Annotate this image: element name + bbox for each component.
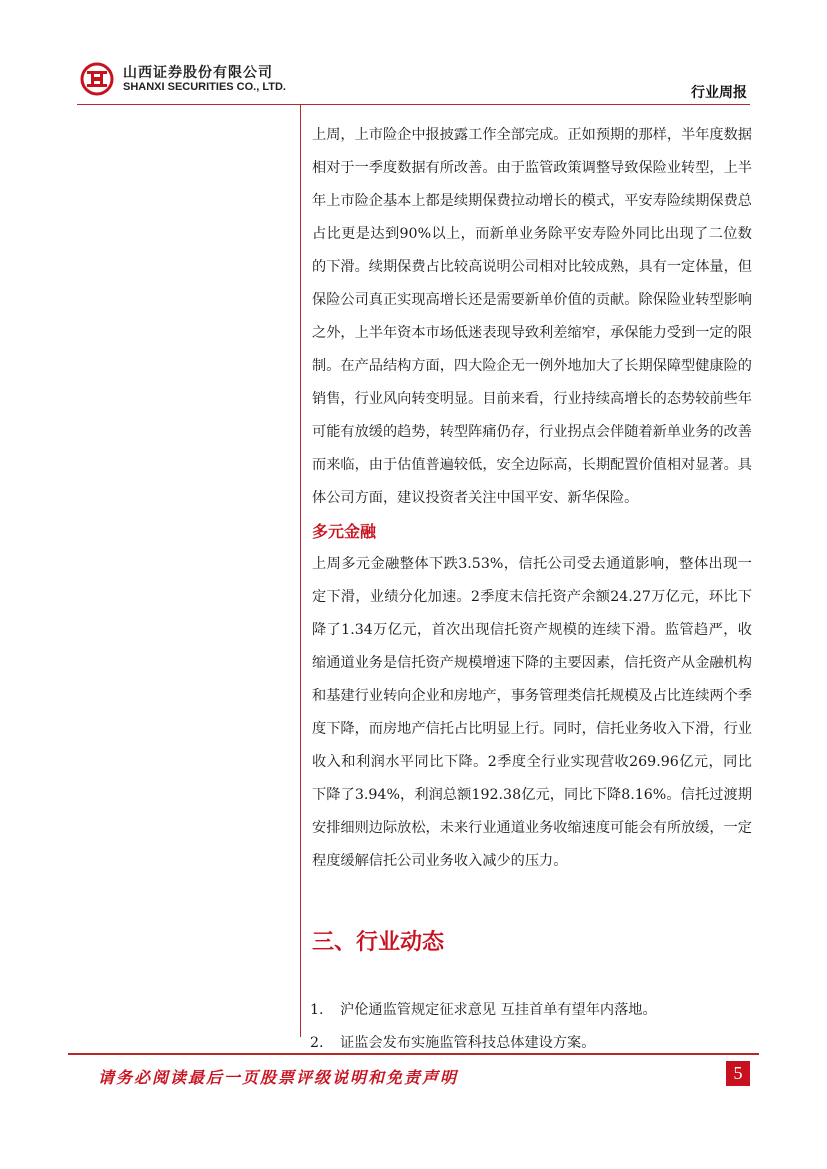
subheading-diversified-finance: 多元金融 [312,522,377,541]
page-number: 5 [726,1061,750,1086]
list-number: 1. [310,1002,324,1018]
report-type: 行业周报 [691,85,747,101]
margin-rule [300,104,301,1037]
list-item [310,994,750,1027]
company-logo-icon [80,62,114,96]
list-item [310,1027,750,1060]
section-title: 三、行业动态 [312,930,445,955]
company-name-en: SHANXI SECURITIES CO., LTD. [123,81,286,93]
insurance-paragraph: 上周，上市险企中报披露工作全部完成。正如预期的那样，半年度数据相对于一季度数据有所改善。由于监管政策调整导致保险业转型，上半年上市险企基本上都是续期保费拉动增长的模式，平安寿险续期保费总占比更是达到90%以上，而新单业务除平安寿险外同比出现了二位数的下滑。续期保费占比较高说明公司相对比较成熟，具有一定体量，但保险公司真正实现高增长还是需要新单价值的贡献。除保险业转型影响之外，上半年资本市场低迷表现导致利差缩窄，承保能力受到一定的限制。在产品结构方面，四大险企无一例外地加大了长期保障型健康险的销售，行业风向转变明显。目前来看，行业持续高增长的态势较前些年可能有放缓的趋势，转型阵痛仍存，行业拐点会伴随着新单业务的改善而来临，由于估值普遍较低，安全边际高，长期配置价值相对显著。具体公司方面，建议投资者关注中国平安、新华保险。 [312,127,752,506]
news-list [310,994,750,1060]
company-name-cn: 山西证券股份有限公司 [123,65,273,81]
diversified-finance-paragraph: 上周多元金融整体下跌3.53%，信托公司受去通道影响，整体出现一定下滑，业绩分化加速。2季度末信托资产余额24.27万亿元，环比下降了1.34万亿元，首次出现信托资产规模的连续下滑。监管趋严，收缩通道业务是信托资产规模增速下降的主要因素，信托资产从金融机构和基建行业转向企业和房地产，事务管理类信托规模及占比连续两个季度下降，而房地产信托占比明显上行。同时，信托业务收入下滑，行业收入和利润水平同比下降。2季度全行业实现营收269.96亿元，同比下降了3.94%，利润总额192.38亿元，同比下降8.16%。信托过渡期安排细则边际放松，未来行业通道业务收缩速度可能会有所放缓，一定程度缓解信托公司业务收入减少的压力。 [312,556,752,869]
disclaimer-text: 请务必阅读最后一页股票评级说明和免责声明 [98,1068,459,1087]
list-text: 证监会发布实施监管科技总体建设方案。 [340,1035,596,1051]
list-text: 沪伦通监管规定征求意见 互挂首单有望年内落地。 [340,1002,657,1018]
main-content [312,119,752,878]
header-rule [77,104,750,105]
footer-rule [68,1053,759,1055]
list-number: 2. [310,1035,324,1051]
